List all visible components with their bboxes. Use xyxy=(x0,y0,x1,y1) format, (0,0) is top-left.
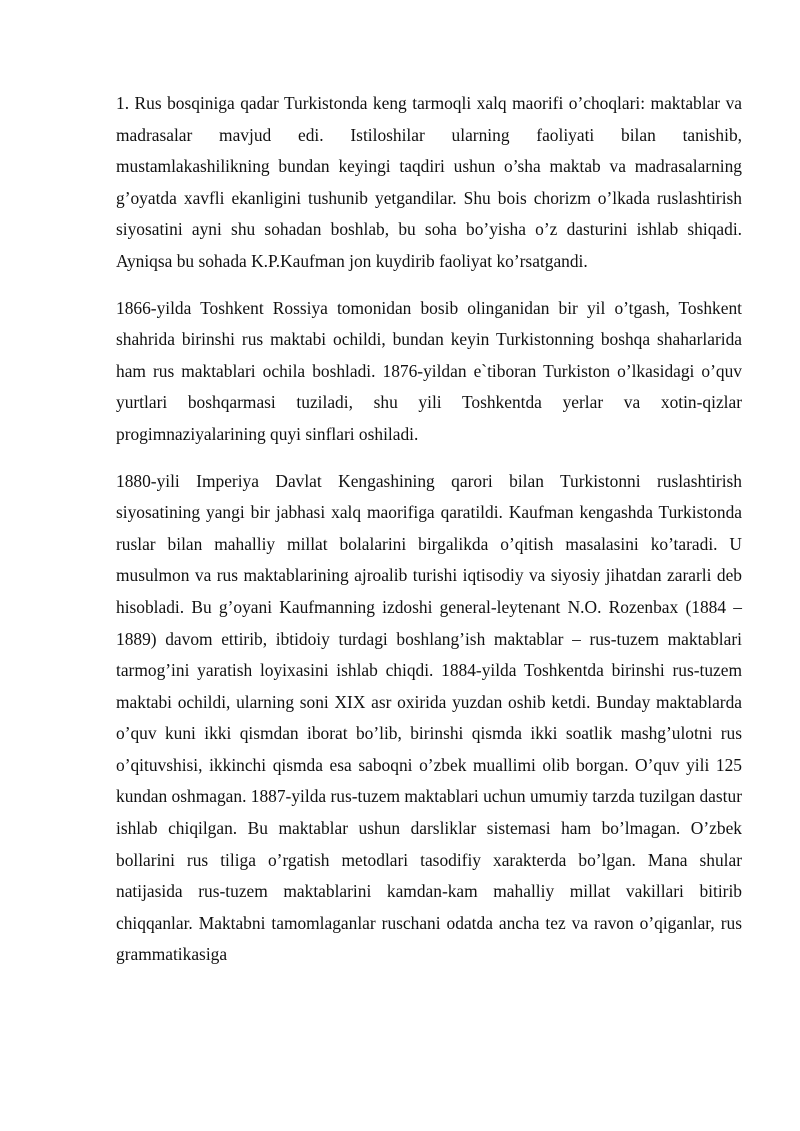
document-page xyxy=(116,88,742,986)
paragraph-2: 1866-yilda Toshkent Rossiya tomonidan bosib olinganidan bir yil o’tgash, Toshkent shahrida birinshi rus maktabi ochildi, bundan keyin Turkistonning boshqa shaharlarida ham rus maktablari ochila boshladi. 1876-yildan e`tiboran Turkiston o’lkasidagi o’quv yurtlari boshqarmasi tuziladi, shu yili Toshkentda yerlar va xotin-qizlar progimnaziyalarining quyi sinflari oshiladi. xyxy=(116,297,742,444)
paragraph-1: 1. Rus bosqiniga qadar Turkistonda keng tarmoqli xalq maorifi o’choqlari: maktablar va madrasalar mavjud edi. Istiloshilar ularning faoliyati bilan tanishib, mustamlakashilikning bundan keyingi taqdiri ushun o’sha maktab va madrasalarning g’oyatda xavfli ekanligini tushunib yetgandilar. Shu bois chorizm o’lkada ruslashtirish siyosatini ayni shu sohadan boshlab, bu soha bo’yisha o’z dasturini ishlab shiqadi. Ayniqsa bu sohada K.P.Kaufman jon kuydirib faoliyat ko’rsatgandi. xyxy=(116,93,742,271)
paragraph-3: 1880-yili Imperiya Davlat Kengashining qarori bilan Turkistonni ruslashtirish siyosatining yangi bir jabhasi xalq maorifiga qaratildi. Kaufman kengashda Turkistonda ruslar bilan mahalliy millat bolalarini birgalikda o’qitish masalasini ko’taradi. U musulmon va rus maktablarining ajroalib turishi iqtisodiy va siyosiy jihatdan zararli deb hisobladi. Bu g’oyani Kaufmanning izdoshi general-leytenant N.O. Rozenbax (1884 – 1889) davom ettirib, ibtidoiy turdagi boshlang’ish maktablar – rus-tuzem maktablari tarmog’ini yaratish loyixasini ishlab chiqdi. 1884-yilda Toshkentda birinshi rus-tuzem maktabi ochildi, ularning soni XIX asr oxirida yuzdan oshib ketdi. Bunday maktablarda o’quv kuni ikki qismdan iborat bo’lib, birinshi qismda ikki soatlik mashg’ulotni rus o’qituvshisi, ikkinchi qismda esa saboqni o’zbek muallimi olib borgan. O’quv yili 125 kundan oshmagan. 1887-yilda rus-tuzem maktablari uchun umumiy tarzda tuzilgan dastur ishlab chiqilgan. Bu maktablar ushun darsliklar sistemasi ham bo’lmagan. O’zbek bollarini rus tiliga o’rgatish metodlari tasodifiy xarakterda bo’lgan. Mana shular natijasida rus-tuzem maktablarini kamdan-kam mahalliy millat vakillari bitirib chiqqanlar. Maktabni tamomlaganlar ruschani odatda ancha tez va ravon o’qiganlar, rus grammatikasiga xyxy=(116,470,742,965)
